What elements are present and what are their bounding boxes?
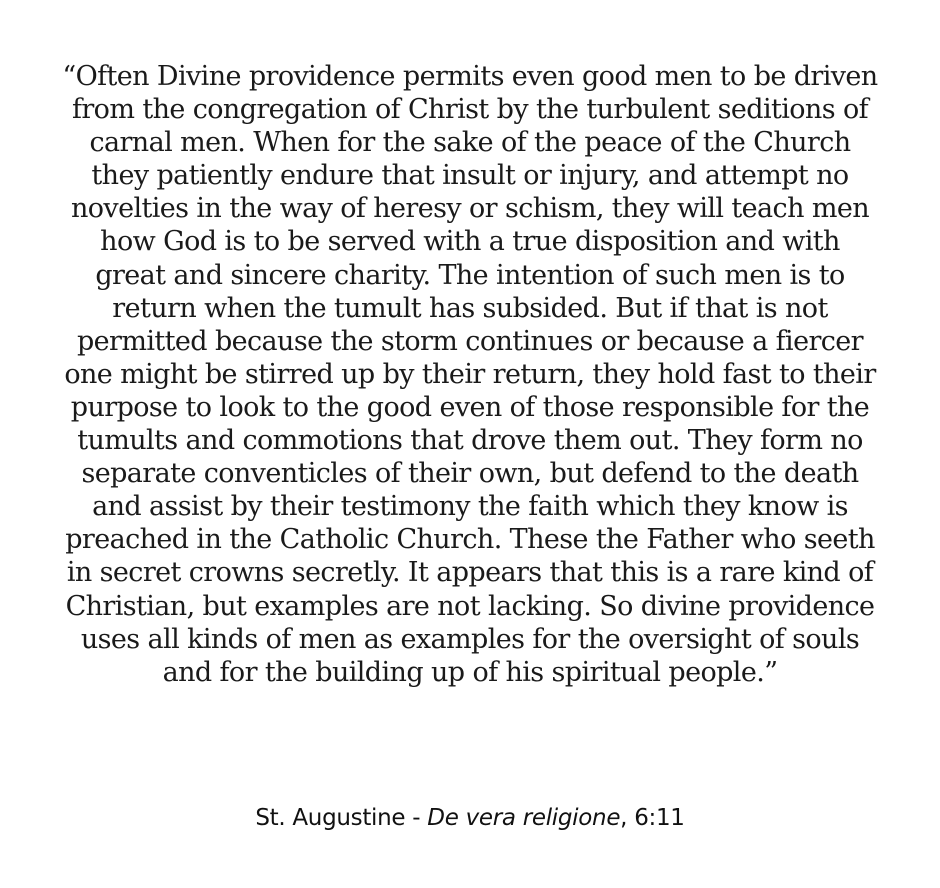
quote-line: one might be stirred up by their return, they hold fast to their bbox=[64, 358, 876, 390]
quote-line: “Often Divine providence permits even good men to be driven bbox=[62, 61, 878, 92]
quote-line: and for the building up of his spiritual people.” bbox=[162, 656, 778, 688]
quote-line: purpose to look to the good even of those responsible for the bbox=[70, 391, 870, 423]
quote-line: return when the tumult has subsided. But if that is not bbox=[112, 292, 828, 324]
quote-line: great and sincere charity. The intention of such men is to bbox=[95, 259, 845, 291]
quote-line: they patiently endure that insult or injury, and attempt no bbox=[91, 160, 849, 192]
citation-author: St. Augustine - bbox=[255, 805, 428, 831]
quote-line: preached in the Catholic Church. These the Father who seeth bbox=[65, 524, 875, 556]
quote-line: permitted because the storm continues or because a fiercer bbox=[77, 325, 863, 357]
quote-line: from the congregation of Christ by the turbulent seditions of bbox=[71, 94, 869, 126]
quote-line: uses all kinds of men as examples for the oversight of souls bbox=[80, 623, 860, 655]
citation-work-title: De vera religione bbox=[427, 805, 621, 831]
quote-line: carnal men. When for the sake of the peace of the Church bbox=[89, 127, 851, 159]
quote-text bbox=[20, 60, 920, 689]
quote-line: Christian, but examples are not lacking. So divine providence bbox=[65, 590, 875, 622]
quote-line: how God is to be served with a true disposition and with bbox=[100, 226, 840, 258]
quote-line: novelties in the way of heresy or schism, they will teach men bbox=[70, 193, 870, 225]
quote-line: tumults and commotions that drove them out. They form no bbox=[77, 425, 863, 457]
citation bbox=[0, 803, 940, 833]
quote-line: in secret crowns secretly. It appears that this is a rare kind of bbox=[66, 557, 874, 589]
citation-reference: , 6:11 bbox=[620, 805, 685, 831]
quote-line: and assist by their testimony the faith which they know is bbox=[92, 491, 848, 523]
quote-line: separate conventicles of their own, but defend to the death bbox=[81, 458, 859, 490]
